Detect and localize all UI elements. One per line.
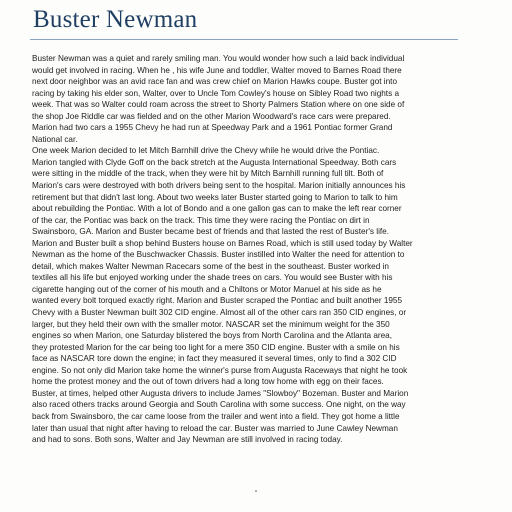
text-line: retirement but that didn't last long. About two weeks later Buster started going to Marion to talk to him [32,192,398,202]
text-line: wanted every bolt torqued exactly right. Marion and Buster scraped the Pontiac and built another 1955 [32,296,403,306]
text-line: were sitting in the middle of the track, when they were hit by Mitch Barnhill running full tilt. Both of [32,169,384,179]
text-line: engine. So not only did Marion take home the winner's purse from Augusta Raceways that night he took [32,365,408,375]
document-title: Buster Newman [33,6,198,33]
text-line: cigarette hanging out of the corner of his mouth and a Chiltons or Motor Manuel at his side as he [32,284,382,294]
text-line: home the protest money and the out of town drivers had a long tow home with egg on their faces. [32,377,384,387]
text-line: later than usual that night after having to reload the car. Buster was married to June Cawley Newman [32,423,398,433]
text-line: of the car, the Pontiac was back on the track. This time they were racing the Pontiac on dirt in [32,215,370,225]
text-line: larger, but they held their own with the smaller motor. NASCAR set the minimum weight for the 350 [32,319,390,329]
paragraph-1 [32,53,458,145]
text-line: Newman as the home of the Buschwacker Chassis. Buster instilled into Walter the need for attention to [32,250,405,260]
text-line: engines so when Marion, one Saturday blistered the boys from North Carolina and the Atlanta area, [32,331,393,341]
text-line: Marion had two cars a 1955 Chevy he had run at Speedway Park and a 1961 Pontiac former Grand [32,123,393,133]
text-line: Buster, at times, helped other Augusta drivers to include James "Slowboy" Bozeman. Buster and Marion [32,388,409,398]
text-line: National car. [32,134,78,144]
title-divider [30,39,458,40]
text-line: detail, which makes Walter Newman Racecars some of the best in the southeast. Buster worked in [32,261,389,271]
text-line: textiles all his life but enjoyed working under the shade trees on cars. You would see Buster with his [32,273,393,283]
text-line: One week Marion decided to let Mitch Barnhill drive the Chevy while he would drive the Pontiac. [32,146,380,156]
text-line: and had to sons. Both sons, Walter and Jay Newman are still involved in racing today. [32,435,343,445]
scan-speck [255,490,257,492]
text-line: Buster Newman was a quiet and rarely smiling man. You would wonder how such a laid back individual [32,54,405,63]
text-line: Marion's cars were destroyed with both drivers being sent to the hospital. Marion initially announces his [32,181,406,191]
text-line: next door neighbor was an avid race fan and was crew chief on Marion Hawks coupe. Buster got into [32,77,397,87]
text-line: week. That was so Walter could roam across the street to Shorty Palmers Station where on one side of [32,100,405,110]
text-line: Marion tangled with Clyde Goff on the back stretch at the Augusta International Speedway. Both cars [32,157,397,167]
text-line: back from Swainsboro, the car came loose from the trailer and went into a field. They got home a little [32,411,400,421]
text-line: Chevy with a Buster Newman built 302 CID engine. Almost all of the other cars ran 350 CID engines, or [32,308,407,318]
paragraph-2 [32,145,458,445]
text-line: also raced others tracks around Georgia and South Carolina with some success. One night, on the way [32,400,406,410]
text-line: they protested Marion for the car being too light for a mere 350 CID engine. Buster with a smile on his [32,342,400,352]
text-line: Swainsboro, GA. Marion and Buster became best of friends and that lasted the rest of Buster's life. [32,227,389,237]
text-line: would get involved in racing. When he , his wife June and toddler, Walter moved to Barnes Road there [32,65,402,75]
text-line: the shop Joe Riddle car was fielded and on the other Marion Woodward's race cars were prepared. [32,111,391,121]
text-line: Marion and Buster built a shop behind Busters house on Barnes Road, which is still used today by Walter [32,238,413,248]
text-line: face as NASCAR tore down the engine; in fact they measured it several times, only to find a 302 CID [32,354,397,364]
text-line: racing by taking his elder son, Walter, over to Uncle Tom Cowley's house on Sibley Road two nights a [32,88,399,98]
text-line: about rebuilding the Pontiac. With a lot of Bondo and a one gallon gas can to make the left rear corner [32,204,402,214]
document-body [32,53,458,446]
